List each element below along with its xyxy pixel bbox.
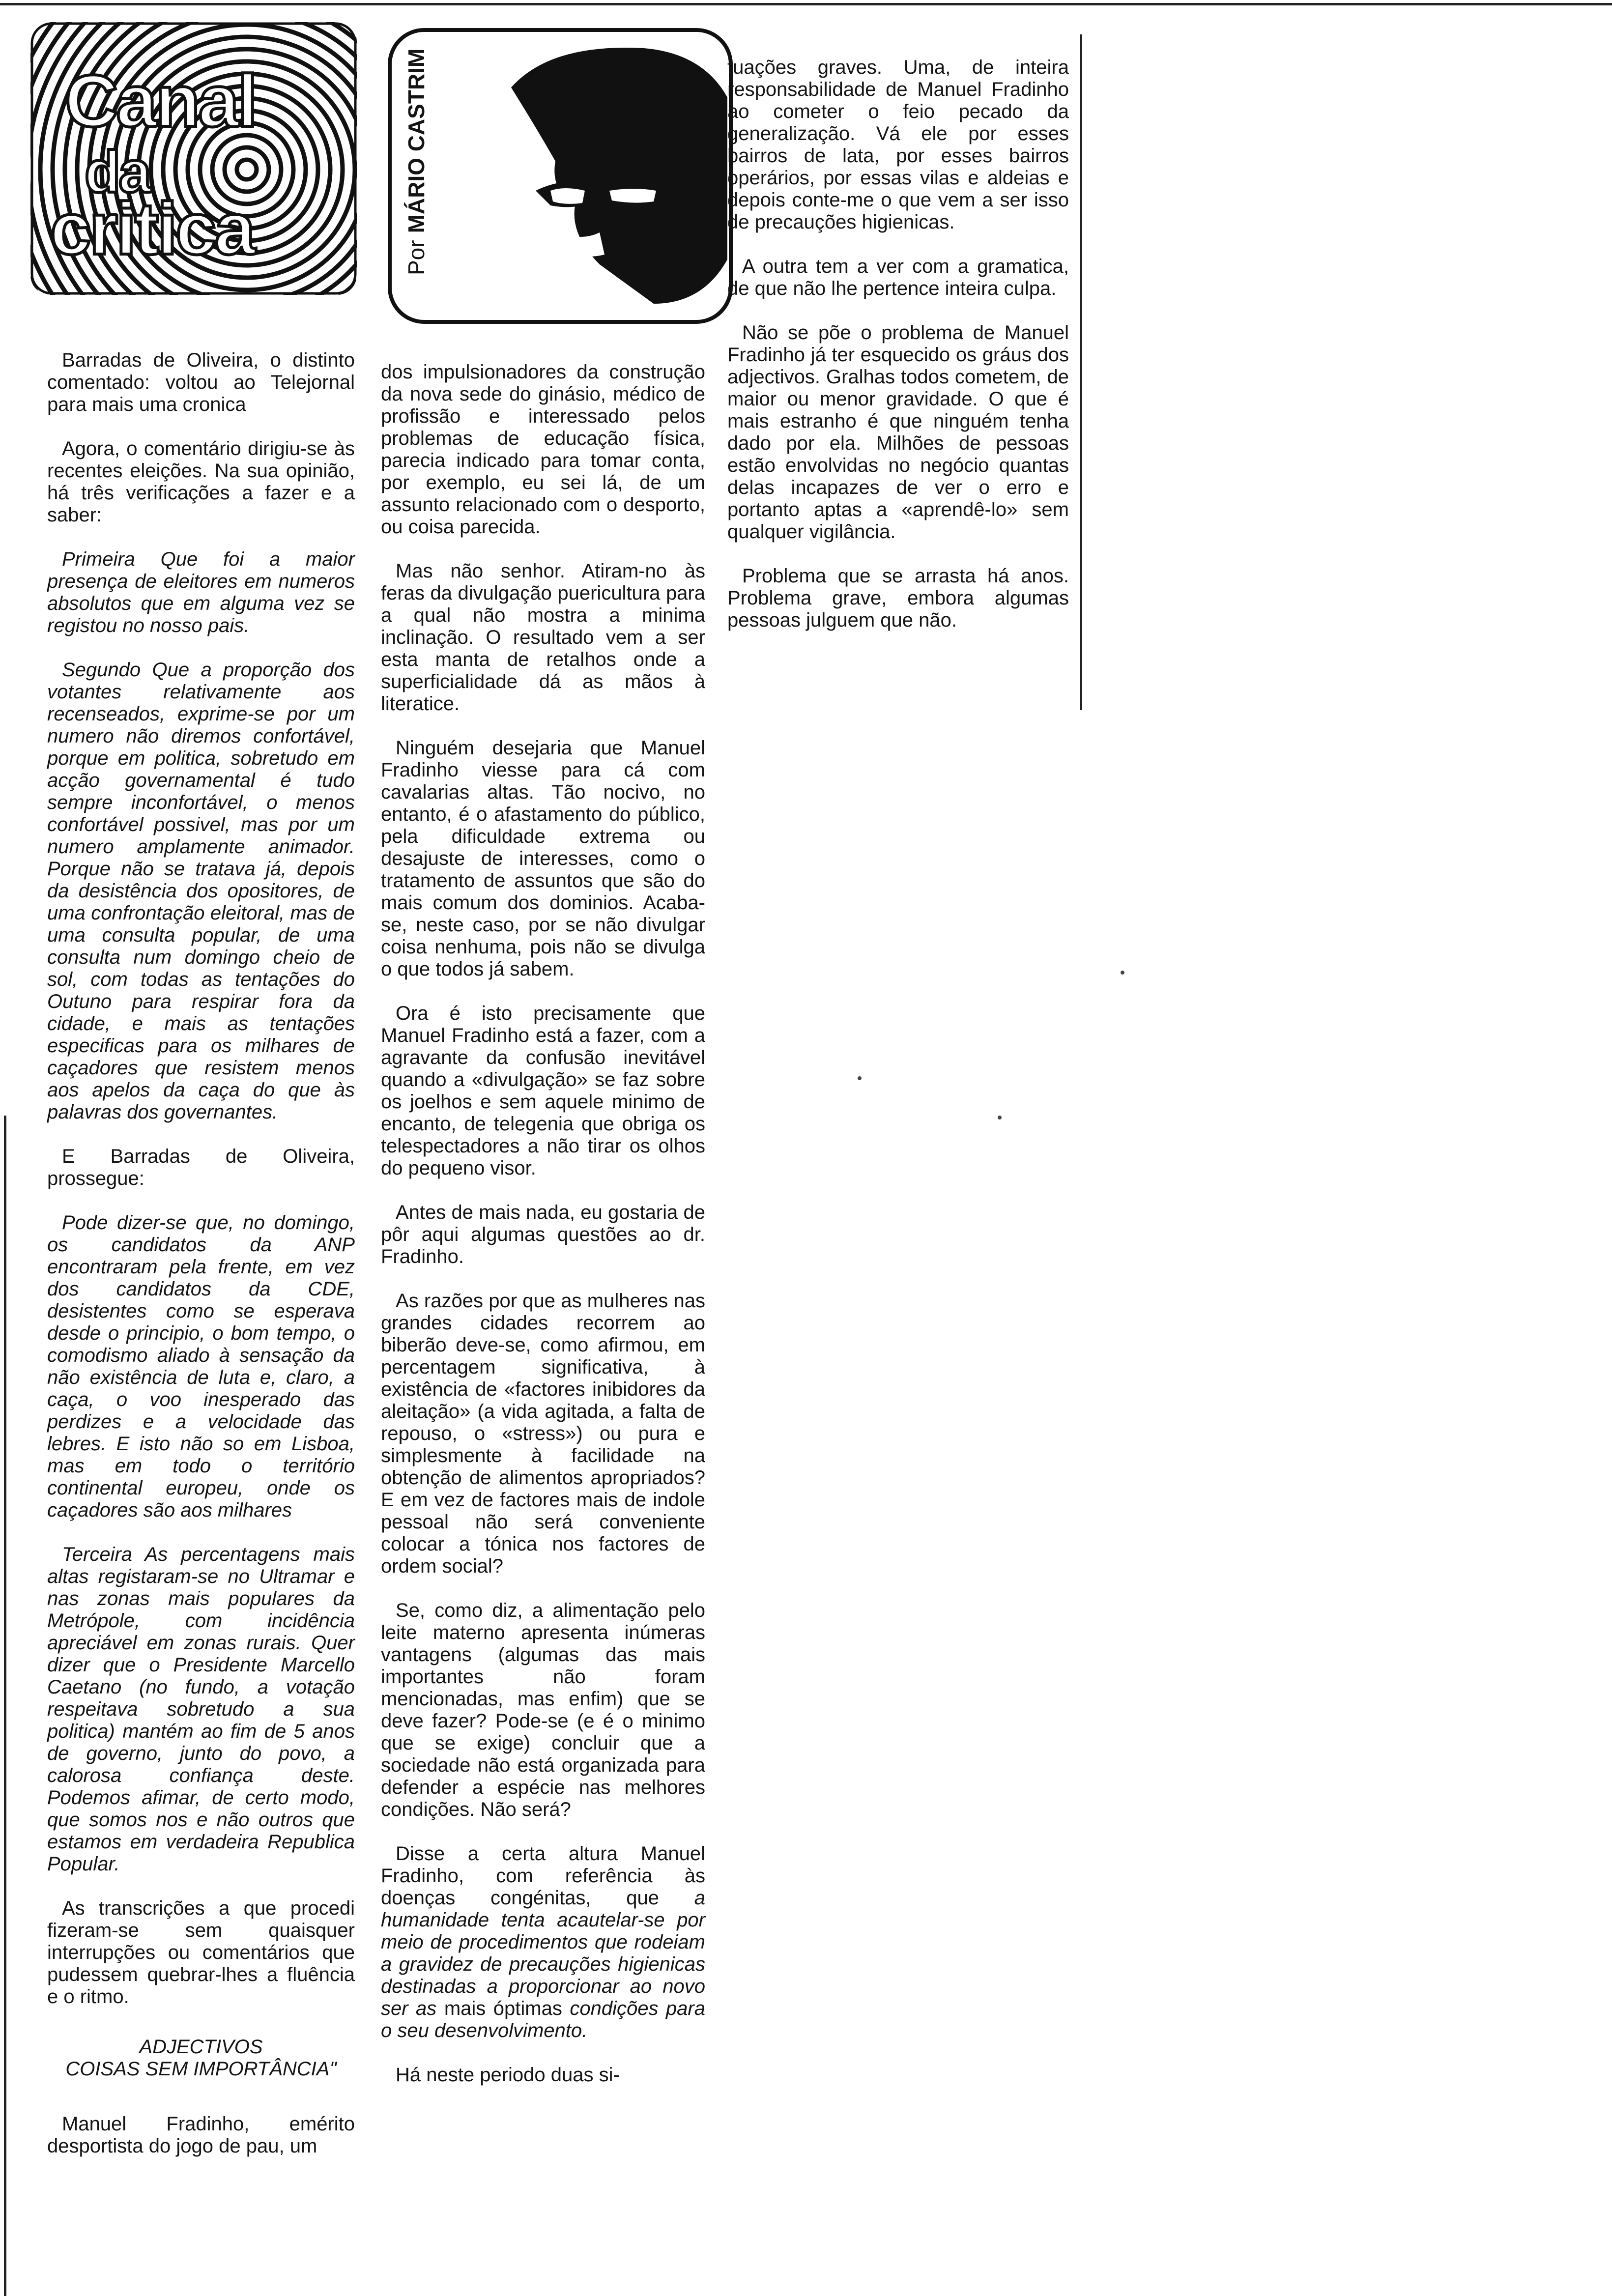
column-3-right-rule [1080, 34, 1082, 710]
article-column-2 [381, 339, 705, 2133]
section-heading [47, 2036, 355, 2080]
col1-paragraph-8: As transcrições a que procedi fizeram-se sem quaisquer interrupções ou comentários que pudessem quebrar-lhes a fluência e o ritmo. [47, 1897, 355, 2008]
page-left-rule [4, 1116, 6, 2296]
col2-paragraph-8 [381, 1843, 705, 2042]
col3-paragraph-2: A outra tem a ver com a gramatica, de que não lhe pertence inteira culpa. [727, 256, 1069, 299]
col2-paragraph-3: Ninguém desejaria que Manuel Fradinho viesse para cá com cavalarias altas. Tão nocivo, no entanto, é o afastamento do público, pela dificuldade extrema ou desajuste de interesses, como o tratamento de assuntos que são do mais comum dos dominios. Acaba-se, neste caso, por se não divulgar coisa nenhuma, pois não se divulga o que todos já sabem. [381, 737, 705, 980]
col2-paragraph-8-quote-1: a humanidade tenta acautelar-se por meio de procedimentos que rodeiam a gravidez de precauções higienicas destinadas a proporcionar ao novo ser as [381, 1887, 705, 2019]
col3-paragraph-1: tuações graves. Uma, de inteira responsabilidade de Manuel Fradinho ao cometer o feio pecado da generalização. Vá ele por esses bairros de lata, por esses bairros operários, por essas vilas e aldeias e depois conte-me o que vem a ser isso de precauções higienicas. [727, 57, 1069, 233]
col2-paragraph-5: Antes de mais nada, eu gostaria de pôr aqui algumas questões ao dr. Fradinho. [381, 1202, 705, 1267]
byline [403, 39, 432, 275]
column-logo [30, 22, 357, 295]
section-heading-line-1: ADJECTIVOS [139, 2036, 263, 2058]
section-heading-line-2: COISAS SEM IMPORTÂNCIA" [65, 2058, 337, 2080]
col2-paragraph-1: dos impulsionadores da construção da nova sede do ginásio, médico de profissão e interessado pelos problemas de educação física, parecia indicado para tomar conta, por exemplo, eu sei lá, de um assunto relacionado com o desporto, ou coisa parecida. [381, 361, 705, 538]
logo-word-canal: Canal [65, 59, 256, 142]
col2-paragraph-8-quote-2: condições para o seu desenvolvimento. [381, 1998, 705, 2041]
col3-paragraph-3: Não se põe o problema de Manuel Fradinho já ter esquecido os gráus dos adjectivos. Gralhas todos cometem, de maior ou menor gravidade. O que é mais estranho é que ninguém tenha dado por ela. Milhões de pessoas estão envolvidas no negócio quantas delas incapazes de ver o erro e portanto aptas a «aprendê-lo» sem qualquer vigilância. [727, 322, 1069, 543]
logo-word-da: da [85, 139, 150, 205]
col1-paragraph-6: Pode dizer-se que, no domingo, os candidatos da ANP encontraram pela frente, em vez dos candidatos da CDE, desistentes como se esperava desde o principio, o bom tempo, o comodismo aliado à sensação da não existência de luta e, claro, a caça, o voo inesperado das perdizes e a velocidade das lebres. E isto não so em Lisboa, mas em todo o território continental europeu, onde os caçadores são aos milhares [47, 1212, 355, 1521]
col2-paragraph-4: Ora é isto precisamente que Manuel Fradinho está a fazer, com a agravante da confusão inevitável quando a «divulgação» se faz sobre os joelhos e sem aquele minimo de encanto, de telegenia que obriga os telespectadores a não tirar os olhos do pequeno visor. [381, 1003, 705, 1179]
col2-paragraph-7: Se, como diz, a alimentação pelo leite materno apresenta inúmeras vantagens (algumas das mais importantes não foram mencionadas, mas enfim) que se deve fazer? Pode-se (e é o minimo que se exige) concluir que a sociedade não está organizada para defender a espécie nas melhores condições. Não será? [381, 1600, 705, 1820]
col1-paragraph-9: Manuel Fradinho, emérito desportista do jogo de pau, um [47, 2113, 355, 2157]
col2-paragraph-6: As razões por que as mulheres nas grandes cidades recorrem ao biberão deve-se, como afirmou, em percentagem significativa, à existência de «factores inibidores da aleitação» (a vida agitada, a falta de repouso, o «stress») ou pura e simplesmente à facilidade na obtenção de alimentos apropriados? E em vez de factores mais de indole pessoal não será conveniente colocar a tónica nos factores de ordem social? [381, 1290, 705, 1577]
scan-speck [858, 1076, 862, 1080]
byline-prefix: Por [403, 240, 429, 275]
col1-paragraph-4: Segundo Que a proporção dos votantes relativamente aos recenseados, exprime-se por um numero não diremos confortável, porque em politica, sobretudo em acção governamental é tudo sempre inconfortável, o menos confortável possivel, mas por um numero amplamente animador. Porque não se tratava já, depois da desistência dos opositores, de uma confrontação eleitoral, mas de uma consulta popular, de uma consulta num domingo cheio de sol, com todas as tentações do Outuno para respirar fora da cidade, e mais as tentações especificas para os milhares de caçadores que resistem menos aos apelos da caça do que às palavras dos governantes. [47, 659, 355, 1123]
author-portrait [388, 29, 732, 323]
page-top-rule [0, 3, 1612, 5]
col2-paragraph-2: Mas não senhor. Atiram-no às feras da divulgação puericultura para a qual não mostra a minima inclinação. O resultado vem a ser esta manta de retalhos onde a superficialidade dá as mãos à literatice. [381, 560, 705, 715]
col1-paragraph-3: Primeira Que foi a maior presença de eleitores em numeros absolutos que em alguma vez se registou no nosso pais. [47, 548, 355, 636]
logo-word-critica: critica [50, 187, 254, 270]
col3-paragraph-4: Problema que se arrasta há anos. Problema grave, embora algumas pessoas julguem que não. [727, 565, 1069, 631]
article-column-3 [727, 34, 1069, 732]
col1-paragraph-2: Agora, o comentário dirigiu-se às recentes eleições. Na sua opinião, há três verificações a fazer e a saber: [47, 438, 355, 526]
col2-paragraph-8-part-2: mais óptimas [444, 1998, 562, 2019]
byline-author: MÁRIO CASTRIM [403, 48, 429, 233]
col2-paragraph-9: Há neste periodo duas si- [396, 2064, 620, 2086]
col1-paragraph-1: Barradas de Oliveira, o distinto comentado: voltou ao Telejornal para mais uma cronica [47, 349, 355, 415]
scan-speck [998, 1116, 1002, 1119]
article-column-1 [47, 327, 355, 2157]
col1-paragraph-5: E Barradas de Oliveira, prossegue: [47, 1146, 355, 1189]
col1-paragraph-7: Terceira As percentagens mais altas registaram-se no Ultramar e nas zonas mais populares da Metrópole, com incidência apreciável em zonas rurais. Quer dizer que o Presidente Marcello Caetano (no fundo, a votação respeitava sobretudo a sua politica) mantém ao fim de 5 anos de governo, junto do povo, a calorosa confiança deste. Podemos afimar, de certo modo, que somos nos e não outros que estamos em verdadeira Republica Popular. [47, 1544, 355, 1875]
col2-paragraph-8-part-1: Disse a certa altura Manuel Fradinho, com referência às doenças congénitas, que [381, 1843, 705, 1909]
scan-speck [1121, 971, 1124, 975]
